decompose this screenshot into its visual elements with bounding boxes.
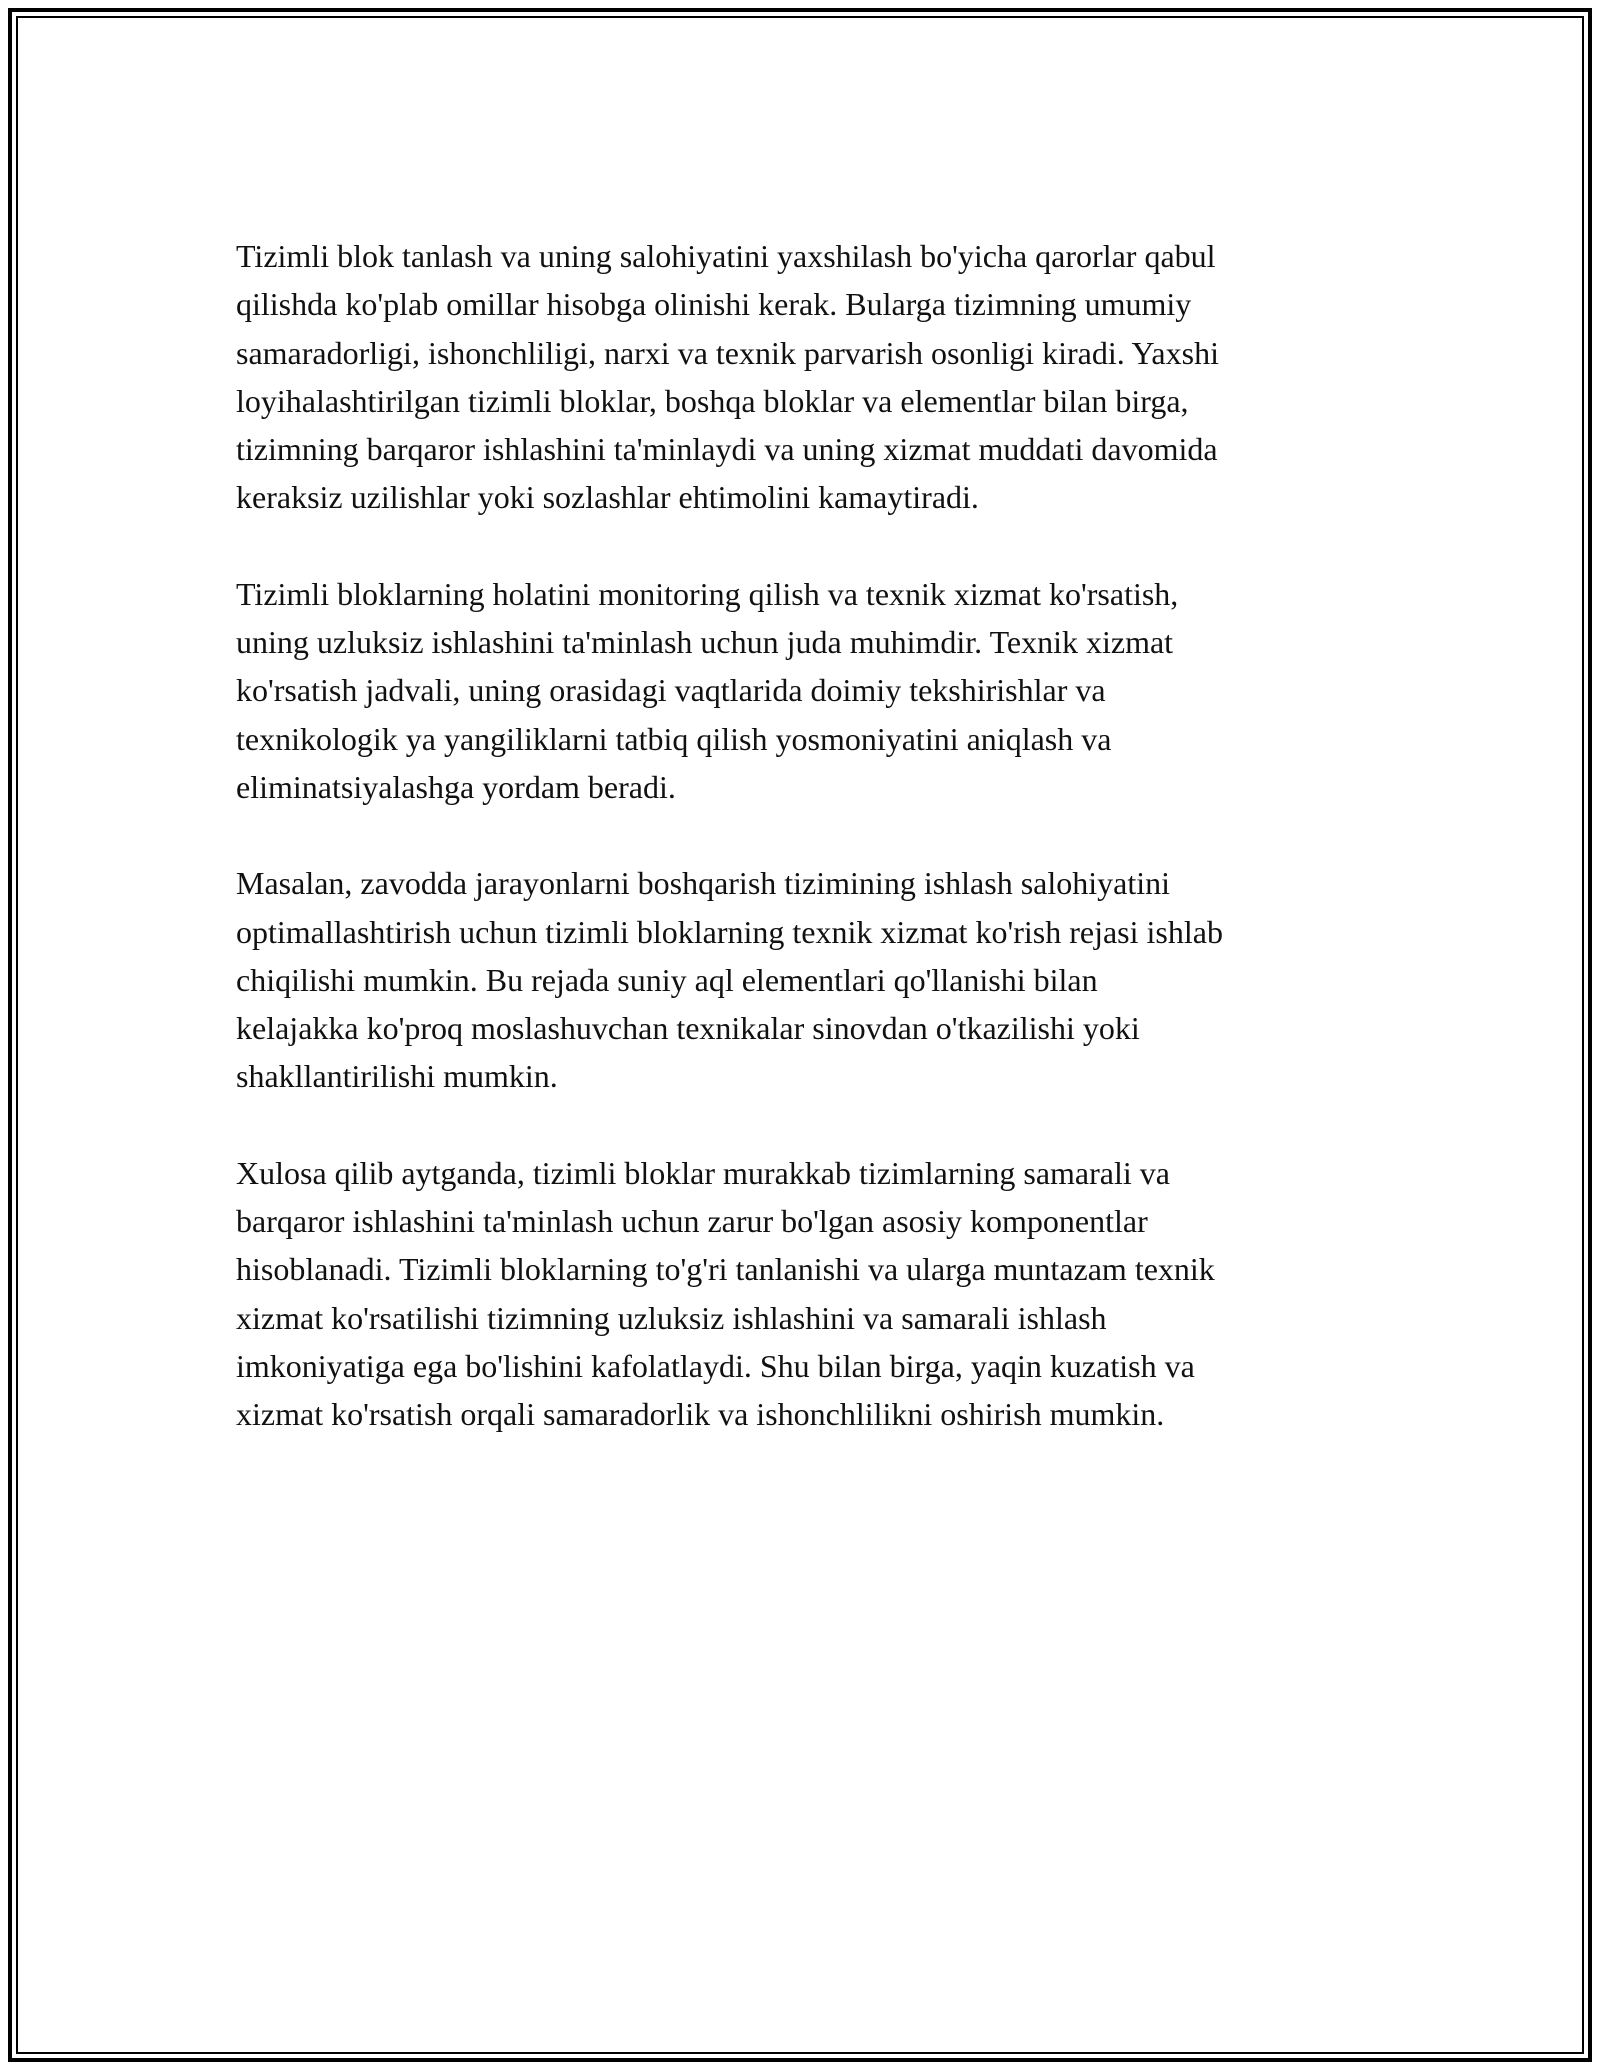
text-line: ko'rsatish jadvali, uning orasidagi vaqtlarida doimiy tekshirishlar va bbox=[236, 672, 1106, 709]
text-line: Tizimli bloklarning holatini monitoring qilish va texnik xizmat ko'rsatish, bbox=[236, 575, 1179, 612]
text-line: loyihalashtirilgan tizimli bloklar, boshqa bloklar va elementlar bilan birga, bbox=[236, 382, 1189, 419]
text-line: eliminatsiyalashga yordam beradi. bbox=[236, 768, 676, 805]
text-line: barqaror ishlashini ta'minlash uchun zarur bo'lgan asosiy komponentlar bbox=[236, 1203, 1148, 1240]
text-line: xizmat ko'rsatilishi tizimning uzluksiz ishlashini va samarali ishlash bbox=[236, 1299, 1107, 1336]
text-line: keraksiz uzilishlar yoki sozlashlar ehtimolini kamaytiradi. bbox=[236, 479, 979, 516]
paragraph-2 bbox=[236, 570, 1396, 811]
text-line: uning uzluksiz ishlashini ta'minlash uchun juda muhimdir. Texnik xizmat bbox=[236, 624, 1174, 661]
text-line: qilishda ko'plab omillar hisobga olinishi kerak. Bularga tizimning umumiy bbox=[236, 286, 1192, 323]
text-line: tizimning barqaror ishlashini ta'minlaydi va uning xizmat muddati davomida bbox=[236, 431, 1218, 468]
text-line: chiqilishi mumkin. Bu rejada suniy aql elementlari qo'llanishi bilan bbox=[236, 961, 1098, 998]
text-line: samaradorligi, ishonchliligi, narxi va texnik parvarish osonligi kiradi. Yaxshi bbox=[236, 334, 1219, 371]
text-line: texnikologik ya yangiliklarni tatbiq qilish yosmoniyatini aniqlash va bbox=[236, 720, 1112, 757]
text-line: imkoniyatiga ega bo'lishini kafolatlaydi. Shu bilan birga, yaqin kuzatish va bbox=[236, 1347, 1195, 1384]
text-line: xizmat ko'rsatish orqali samaradorlik va ishonchlilikni oshirish mumkin. bbox=[236, 1396, 1165, 1433]
document-body bbox=[236, 232, 1396, 1487]
paragraph-1 bbox=[236, 232, 1396, 522]
text-line: optimallashtirish uchun tizimli bloklarning texnik xizmat ko'rish rejasi ishlab bbox=[236, 913, 1223, 950]
text-line: Masalan, zavodda jarayonlarni boshqarish tizimining ishlash salohiyatini bbox=[236, 865, 1171, 902]
text-line: shakllantirilishi mumkin. bbox=[236, 1058, 558, 1095]
text-line: hisoblanadi. Tizimli bloklarning to'g'ri tanlanishi va ularga muntazam texnik bbox=[236, 1251, 1215, 1288]
paragraph-4 bbox=[236, 1149, 1396, 1439]
paragraph-3 bbox=[236, 859, 1396, 1100]
text-line: kelajakka ko'proq moslashuvchan texnikalar sinovdan o'tkazilishi yoki bbox=[236, 1010, 1140, 1047]
text-line: Tizimli blok tanlash va uning salohiyatini yaxshilash bo'yicha qarorlar qabul bbox=[236, 238, 1216, 274]
text-line: Xulosa qilib aytganda, tizimli bloklar murakkab tizimlarning samarali va bbox=[236, 1154, 1170, 1191]
